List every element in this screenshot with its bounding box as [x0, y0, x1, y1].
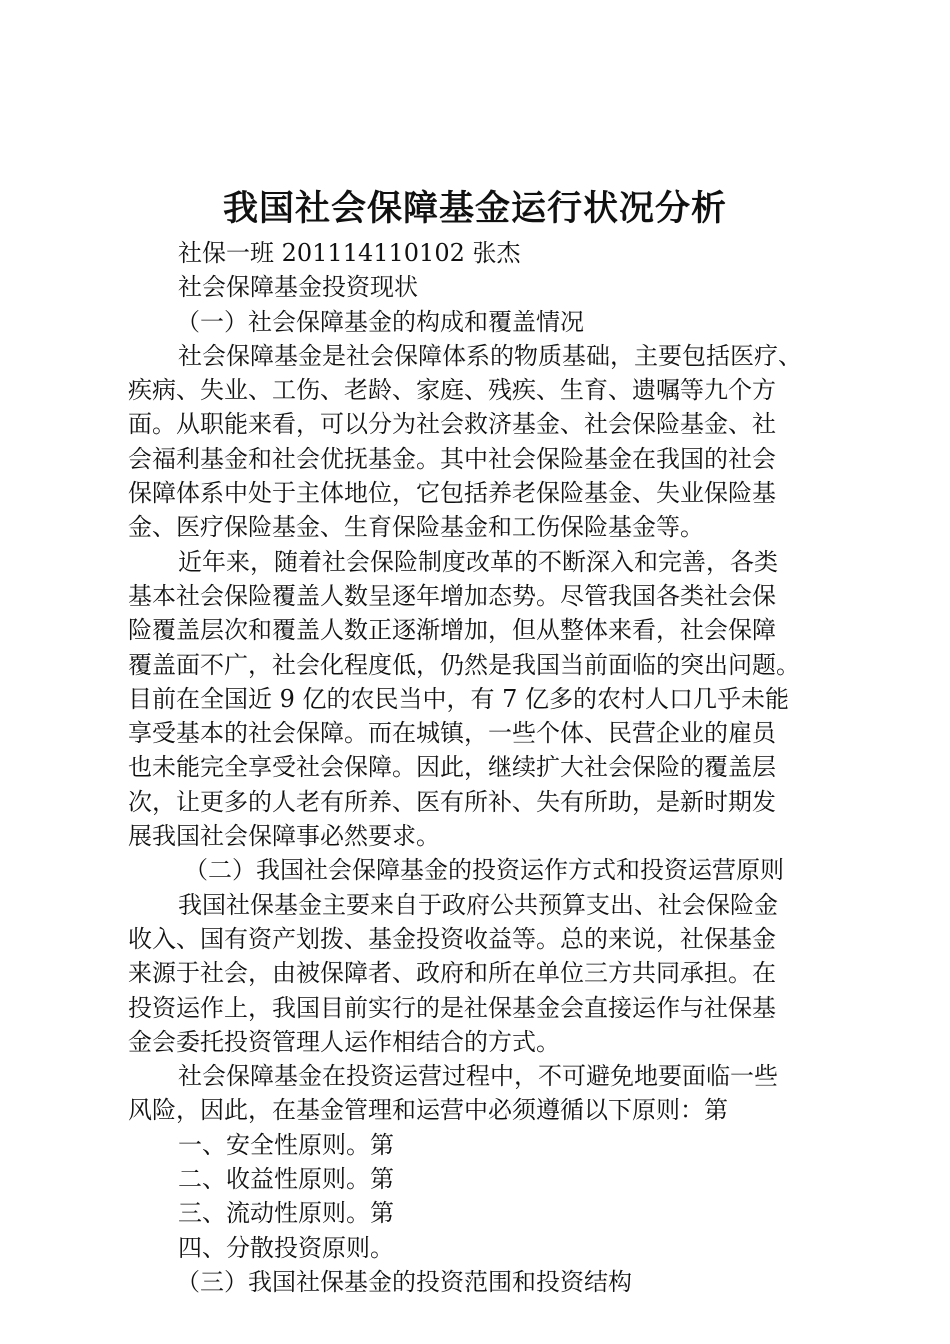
- paragraph-line: 我国社保基金主要来自于政府公共预算支出、社会保险金: [178, 890, 778, 919]
- principle-item: 二、收益性原则。第: [178, 1165, 394, 1194]
- principle-item: 一、安全性原则。第: [178, 1130, 394, 1159]
- paragraph-line: 投资运作上，我国目前实行的是社保基金会直接运作与社保基: [128, 993, 776, 1022]
- paragraph-line: 社会保障基金在投资运营过程中，不可避免地要面临一些: [178, 1062, 778, 1091]
- paragraph-line: 来源于社会，由被保障者、政府和所在单位三方共同承担。在: [128, 959, 776, 988]
- paragraph-line: 面。从职能来看，可以分为社会救济基金、社会保险基金、社: [128, 410, 776, 439]
- paragraph-line: 社会保障基金是社会保障体系的物质基础，主要包括医疗、: [178, 341, 802, 370]
- subsection-heading: （二）我国社会保障基金的投资运作方式和投资运营原则: [184, 856, 784, 885]
- paragraph-line: 展我国社会保障事必然要求。: [128, 822, 440, 851]
- paragraph-line: 目前在全国近 9 亿的农民当中，有 7 亿多的农村人口几乎未能: [128, 684, 790, 713]
- principle-item: 四、分散投资原则。: [178, 1233, 394, 1262]
- paragraph-line: 近年来，随着社会保险制度改革的不断深入和完善，各类: [178, 547, 778, 576]
- document-body: [128, 236, 846, 1299]
- paragraph-line: 保障体系中处于主体地位，它包括养老保险基金、失业保险基: [128, 479, 776, 508]
- paragraph-line: 享受基本的社会保障。而在城镇，一些个体、民营企业的雇员: [128, 719, 776, 748]
- subsection-heading: （一）社会保障基金的构成和覆盖情况: [176, 307, 584, 336]
- paragraph-line: 疾病、失业、工伤、老龄、家庭、残疾、生育、遗嘱等九个方: [128, 376, 776, 405]
- paragraph-line: 金会委托投资管理人运作相结合的方式。: [128, 1027, 560, 1056]
- subsection-heading: （三）我国社保基金的投资范围和投资结构: [176, 1267, 632, 1296]
- paragraph-line: 风险，因此，在基金管理和运营中必须遵循以下原则：第: [128, 1096, 728, 1125]
- document-title: 我国社会保障基金运行状况分析: [222, 189, 727, 229]
- paragraph-line: 收入、国有资产划拨、基金投资收益等。总的来说，社保基金: [128, 924, 776, 953]
- section-heading: 社会保障基金投资现状: [178, 273, 418, 302]
- paragraph-line: 覆盖面不广，社会化程度低，仍然是我国当前面临的突出问题。: [128, 650, 800, 679]
- paragraph-line: 险覆盖层次和覆盖人数正逐渐增加，但从整体来看，社会保障: [128, 616, 776, 645]
- paragraph-line: 也未能完全享受社会保障。因此，继续扩大社会保险的覆盖层: [128, 753, 776, 782]
- paragraph-line: 会福利基金和社会优抚基金。其中社会保险基金在我国的社会: [128, 444, 776, 473]
- principle-item: 三、流动性原则。第: [178, 1199, 394, 1228]
- author-line: 社保一班 201114110102 张杰: [178, 239, 521, 267]
- paragraph-line: 基本社会保险覆盖人数呈逐年增加态势。尽管我国各类社会保: [128, 581, 776, 610]
- paragraph-line: 次，让更多的人老有所养、医有所补、失有所助，是新时期发: [128, 787, 776, 816]
- paragraph-line: 金、医疗保险基金、生育保险基金和工伤保险基金等。: [128, 513, 704, 542]
